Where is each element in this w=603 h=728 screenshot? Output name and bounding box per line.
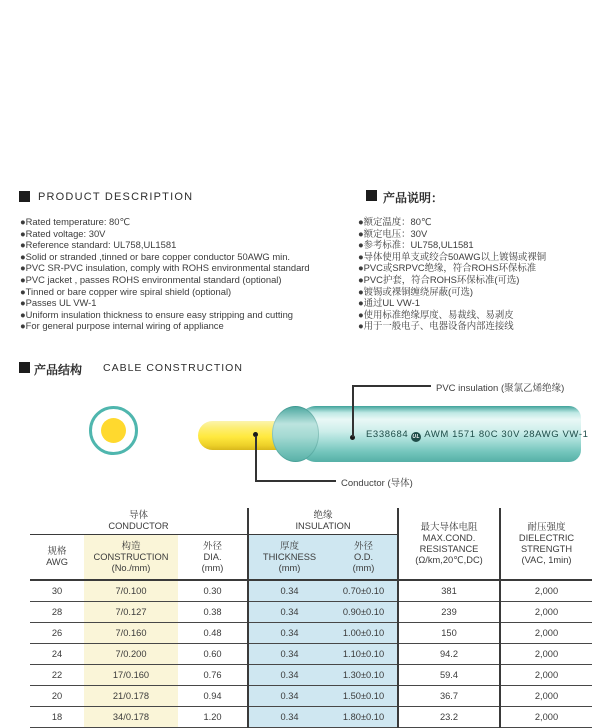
table-cell: 59.4: [398, 665, 500, 686]
table-cell: 239: [398, 602, 500, 623]
table-cell: 2,000: [500, 623, 592, 644]
product-description-title: PRODUCT DESCRIPTION: [38, 191, 194, 203]
bullet-item: ●Tinned or bare copper wire spiral shield (optional): [20, 285, 232, 297]
table-cell: 2,000: [500, 644, 592, 665]
bullet-item: ●额定电压：30V: [358, 227, 428, 239]
bullet-item: ●Reference standard: UL758,UL1581: [20, 239, 177, 251]
group-header-row: [30, 508, 592, 535]
bullet-item: ●参考标准：UL758,UL1581: [358, 239, 474, 251]
table-cell: 36.7: [398, 686, 500, 707]
table-cell: 0.34: [248, 644, 330, 665]
table-cell: 2,000: [500, 580, 592, 602]
cable-end-cap: [272, 406, 319, 462]
construction-title-cn: 产品结构: [34, 363, 83, 377]
table-cell: 34/0.178: [84, 707, 178, 728]
table-cell: 2,000: [500, 665, 592, 686]
table-cell: 2,000: [500, 707, 592, 728]
conductor-group-header: 导体 CONDUCTOR: [30, 508, 248, 535]
table-cell: 7/0.127: [84, 602, 178, 623]
product-description-cn-list: [358, 216, 598, 332]
leader-line: [255, 480, 336, 482]
table-cell: 0.34: [248, 707, 330, 728]
table-cell: 18: [30, 707, 84, 728]
bullet-item: ●Rated temperature: 80℃: [20, 216, 130, 227]
cable-print-prefix: E338684: [366, 429, 409, 440]
table-row: [30, 644, 592, 665]
table-cell: 0.70±0.10: [330, 580, 398, 602]
bullet-item: ●通过UL VW-1: [358, 297, 420, 309]
bullet-item: ●Passes UL VW-1: [20, 297, 97, 309]
table-cell: 24: [30, 644, 84, 665]
table-cell: 0.60: [178, 644, 248, 665]
table-cell: 1.20: [178, 707, 248, 728]
bullet-item: ●PVC SR-PVC insulation, comply with ROHS environmental standard: [20, 262, 310, 274]
table-row: [30, 602, 592, 623]
table-cell: 7/0.160: [84, 623, 178, 644]
bullet-item: ●For general purpose internal wiring of appliance: [20, 320, 224, 332]
dia-column-header: 外径 DIA. (mm): [178, 535, 248, 581]
awg-column-header: 规格 AWG: [30, 535, 84, 581]
bullet-item: ●用于一般电子、电器设备内部连接线: [358, 320, 514, 332]
insulation-label: PVC insulation (聚氯乙烯绝缘): [436, 383, 565, 394]
insulation-group-header: 绝缘 INSULATION: [248, 508, 398, 535]
table-cell: 30: [30, 580, 84, 602]
bullet-item: ●使用标准绝缘厚度、易裁线、易剥皮: [358, 308, 514, 320]
bullet-item: ●PVC护套，符合ROHS环保标准(可选): [358, 273, 520, 285]
table-cell: 1.10±0.10: [330, 644, 398, 665]
table-cell: 381: [398, 580, 500, 602]
table-cell: 0.34: [248, 623, 330, 644]
section-square-icon: [19, 362, 30, 373]
table-row: [30, 623, 592, 644]
construction-title-en: CABLE CONSTRUCTION: [103, 362, 243, 374]
table-cell: 0.76: [178, 665, 248, 686]
section-square-icon: [366, 190, 377, 201]
table-row: [30, 580, 592, 602]
spec-table: [30, 508, 592, 728]
table-cell: 26: [30, 623, 84, 644]
bullet-item: ●PVC或SRPVC绝缘，符合ROHS环保标准: [358, 262, 537, 274]
table-cell: 22: [30, 665, 84, 686]
table-row: [30, 686, 592, 707]
construction-column-header: 构造 CONSTRUCTION (No./mm): [84, 535, 178, 581]
leader-line: [352, 385, 431, 387]
table-cell: 94.2: [398, 644, 500, 665]
table-cell: 0.34: [248, 665, 330, 686]
table-cell: 0.90±0.10: [330, 602, 398, 623]
cable-print-suffix: AWM 1571 80C 30V 28AWG VW-1: [424, 429, 589, 440]
dielectric-column-header: 耐压强度 DIELECTRIC STRENGTH (VAC, 1min): [500, 508, 592, 580]
table-cell: 0.34: [248, 580, 330, 602]
bullet-item: ●Solid or stranded ,tinned or bare copper conductor 50AWG min.: [20, 250, 291, 262]
table-cell: 1.80±0.10: [330, 707, 398, 728]
table-cell: 0.34: [248, 686, 330, 707]
cross-section-conductor-core: [101, 418, 126, 443]
bullet-item: ●Rated voltage: 30V: [20, 227, 106, 239]
section-square-icon: [19, 191, 30, 202]
table-cell: 23.2: [398, 707, 500, 728]
product-description-list: [20, 216, 360, 332]
resistance-column-header: 最大导体电阻 MAX.COND. RESISTANCE (Ω/km,20℃,DC): [398, 508, 500, 580]
table-cell: 0.94: [178, 686, 248, 707]
table-cell: 17/0.160: [84, 665, 178, 686]
table-cell: 2,000: [500, 602, 592, 623]
table-cell: 1.50±0.10: [330, 686, 398, 707]
table-cell: 2,000: [500, 686, 592, 707]
table-cell: 20: [30, 686, 84, 707]
table-cell: 150: [398, 623, 500, 644]
table-cell: 0.34: [248, 602, 330, 623]
table-row: [30, 665, 592, 686]
table-cell: 1.30±0.10: [330, 665, 398, 686]
leader-line: [255, 436, 257, 481]
bullet-item: ●导体使用单支或绞合50AWG以上镀锡或裸铜: [358, 250, 547, 262]
bullet-item: ●Uniform insulation thickness to ensure easy stripping and cutting: [20, 308, 293, 320]
table-cell: 21/0.178: [84, 686, 178, 707]
bullet-item: ●额定温度：80℃: [358, 216, 432, 227]
table-cell: 7/0.100: [84, 580, 178, 602]
product-description-cn-title: 产品说明：: [383, 191, 444, 205]
table-cell: 0.30: [178, 580, 248, 602]
bullet-item: ●PVC jacket , passes ROHS environmental standard (optional): [20, 273, 282, 285]
table-cell: 28: [30, 602, 84, 623]
conductor-label: Conductor (导体): [341, 478, 413, 489]
table-cell: 0.48: [178, 623, 248, 644]
table-row: [30, 707, 592, 728]
cable-print-text: [366, 429, 588, 442]
table-cell: 7/0.200: [84, 644, 178, 665]
table-cell: 0.38: [178, 602, 248, 623]
leader-line: [352, 386, 354, 437]
od-column-header: 外径 O.D. (mm): [330, 535, 398, 581]
table-cell: 1.00±0.10: [330, 623, 398, 644]
bullet-item: ●镀锡或裸铜缠绕屏蔽(可选): [358, 285, 474, 297]
ul-logo-icon: UL: [412, 434, 421, 440]
thickness-column-header: 厚度 THICKNESS (mm): [248, 535, 330, 581]
